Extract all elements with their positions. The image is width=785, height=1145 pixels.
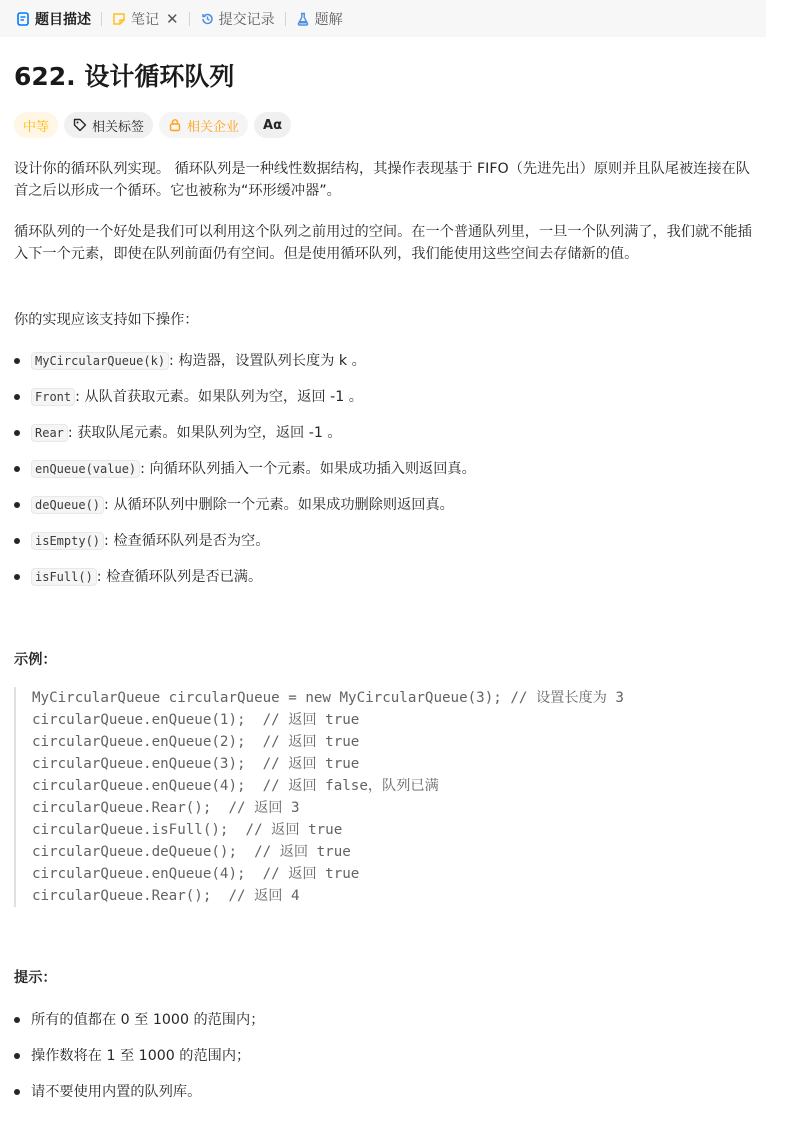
list-item-text: : 向循环队列插入一个元素。如果成功插入则返回真。 bbox=[140, 461, 476, 477]
tab-divider bbox=[101, 12, 102, 26]
list-item-text: : 构造器，设置队列长度为 k 。 bbox=[169, 353, 366, 369]
tab-description[interactable] bbox=[10, 0, 97, 37]
inline-code: isEmpty() bbox=[31, 532, 104, 550]
note-icon bbox=[112, 12, 126, 26]
list-item bbox=[14, 566, 754, 602]
tag-row bbox=[14, 112, 291, 138]
tab-solutions[interactable] bbox=[290, 0, 349, 37]
list-item: 操作数将在 1 至 1000 的范围内； bbox=[14, 1045, 754, 1081]
example-heading: 示例： bbox=[14, 652, 57, 668]
tab-submissions[interactable] bbox=[194, 0, 281, 37]
tab-description-label: 题目描述 bbox=[35, 11, 91, 28]
list-item-text: : 从循环队列中删除一个元素。如果成功删除则返回真。 bbox=[104, 497, 454, 513]
description-icon bbox=[16, 12, 30, 26]
hints-heading: 提示： bbox=[14, 970, 57, 986]
operations-list bbox=[14, 350, 754, 602]
tab-submissions-label: 提交记录 bbox=[218, 11, 275, 28]
list-item bbox=[14, 350, 754, 386]
hints-list bbox=[14, 1009, 754, 1117]
inline-code: Rear bbox=[31, 424, 68, 442]
related-companies-button[interactable] bbox=[159, 112, 248, 138]
translate-icon: Aα bbox=[263, 117, 283, 133]
page-title: 622. 设计循环队列 bbox=[14, 62, 235, 91]
list-item-text: : 获取队尾元素。如果队列为空，返回 -1 。 bbox=[67, 425, 342, 441]
inline-code: MyCircularQueue(k) bbox=[31, 352, 169, 370]
related-tags-button[interactable] bbox=[64, 112, 153, 138]
difficulty-badge bbox=[14, 112, 58, 138]
description-paragraph: 你的实现应该支持如下操作： bbox=[14, 312, 199, 328]
difficulty-label: 中等 bbox=[23, 119, 50, 135]
list-item-text: : 检查循环队列是否为空。 bbox=[104, 533, 270, 549]
list-item bbox=[14, 386, 754, 422]
tab-divider bbox=[189, 12, 190, 26]
list-item: 请不要使用内置的队列库。 bbox=[14, 1081, 754, 1117]
inline-code: isFull() bbox=[31, 568, 97, 586]
inline-code: Front bbox=[31, 388, 75, 406]
list-item-text: : 检查循环队列是否已满。 bbox=[96, 569, 263, 585]
list-item bbox=[14, 494, 754, 530]
inline-code: deQueue() bbox=[31, 496, 104, 514]
list-item-text: : 从队首获取元素。如果队列为空，返回 -1 。 bbox=[75, 389, 363, 405]
list-item: 所有的值都在 0 至 1000 的范围内； bbox=[14, 1009, 754, 1045]
description-paragraph: 循环队列的一个好处是我们可以利用这个队列之前用过的空间。在一个普通队列里，一旦一个队列满了，我们就不能插入下一个元素，即使在队列前面仍有空间。但是使用循环队列，我们能使用这些空间去存储新的值。 bbox=[14, 224, 752, 262]
list-item bbox=[14, 458, 754, 494]
tab-divider bbox=[285, 12, 286, 26]
list-item bbox=[14, 530, 754, 566]
lock-icon bbox=[168, 118, 182, 132]
example-code-block: MyCircularQueue circularQueue = new MyCircularQueue(3); // 设置长度为 3 circularQueue.enQueue(1); // 返回 true circularQueue.enQueue(2); // 返回 true circularQueue.enQueue(3); // 返回 true circularQueue.enQueue(4); // 返回 false，队列已满 circularQueue.Rear(); // 返回 3 circularQueue.isFull(); // 返回 true circularQueue.deQueue(); // 返回 true circularQueue.enQueue(4); // 返回 true circularQueue.Rear(); // 返回 4 bbox=[14, 687, 624, 907]
close-icon[interactable]: ✕ bbox=[166, 9, 179, 28]
tab-solutions-label: 题解 bbox=[314, 11, 343, 28]
tag-icon bbox=[73, 118, 87, 132]
description-paragraph: 设计你的循环队列实现。 循环队列是一种线性数据结构，其操作表现基于 FIFO（先进先出）原则并且队尾被连接在队首之后以形成一个循环。它也被称为“环形缓冲器”。 bbox=[14, 161, 750, 199]
tab-bar bbox=[0, 0, 766, 37]
tab-notes-label: 笔记 bbox=[131, 11, 159, 28]
history-icon bbox=[200, 12, 214, 26]
related-tags-label: 相关标签 bbox=[92, 119, 145, 135]
related-companies-label: 相关企业 bbox=[187, 119, 240, 135]
inline-code: enQueue(value) bbox=[31, 460, 140, 478]
tab-notes[interactable] bbox=[106, 0, 185, 37]
translate-button[interactable] bbox=[254, 112, 291, 138]
flask-icon bbox=[296, 12, 310, 26]
list-item bbox=[14, 422, 754, 458]
